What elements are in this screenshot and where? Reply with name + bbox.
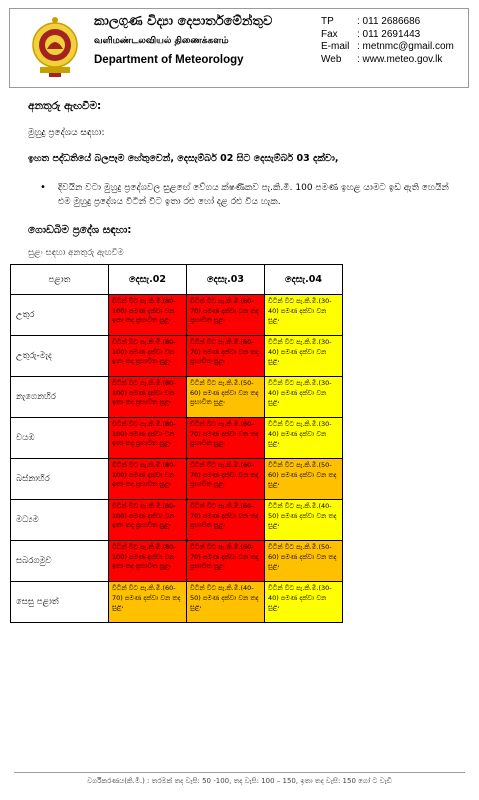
forecast-cell-yellow: විටින් විට පැ.කි.මී.(30-40) පමණ දක්වා වන සුළං (265, 336, 343, 377)
contact-fax (321, 29, 454, 42)
region-cell: වයඹ (11, 418, 109, 459)
forecast-cell-red: විටින් විට පැ.කි.මී.(60-70) පමණ දක්වා වන තද ප්‍රභාවිත සුළං (187, 418, 265, 459)
forecast-cell-orange: විටින් විට පැ.කි.මී.(50-60) පමණ දක්වා වන තද සුළං (265, 541, 343, 582)
letterhead (9, 8, 469, 88)
wind-warning-label: සුළං සඳහා අනතුරු ඇඟවීම (28, 248, 124, 258)
wind-forecast-table (10, 264, 343, 623)
region-cell: නැගෙනහිර (11, 377, 109, 418)
footer-divider (14, 772, 465, 773)
forecast-cell-red: විටින් විට පැ.කි.මී.(80-100) පමණ දක්වා වන ඉතා තද ප්‍රභාවිත සුළං (109, 541, 187, 582)
table-row (11, 418, 343, 459)
region-cell: සෙසු පළාත් (11, 582, 109, 623)
forecast-cell-red: විටින් විට පැ.කි.මී.(60-70) පමණ දක්වා වන තද ප්‍රභාවිත සුළං (187, 459, 265, 500)
forecast-cell-red: විටින් විට පැ.කි.මී.(60-70) පමණ දක්වා වන තද ප්‍රභාවිත සුළං (187, 336, 265, 377)
table-row (11, 336, 343, 377)
title-tamil: வளிமண்டலவியல் திணைக்களம் (94, 36, 229, 46)
column-header-date: දෙසැ.04 (265, 265, 343, 295)
validity-period: ඉහත පද්ධතියේ බලපෑම හේතුවෙන්, දෙසැම්බර් 02 සිට දෙසැම්බර් 03 දක්වා, (28, 153, 339, 164)
region-cell: මධ්‍යම (11, 500, 109, 541)
region-cell: උතුර (11, 295, 109, 336)
national-emblem-icon (32, 15, 78, 81)
forecast-cell-orange: විටින් විට පැ.කි.මී.(50-60) පමණ දක්වා වන තද ප්‍රභාවිත සුළං (187, 377, 265, 418)
forecast-cell-yellow: විටින් විට පැ.කි.මී.(30-40) පමණ දක්වා වන සුළං (265, 377, 343, 418)
column-header-date: දෙසැ.03 (187, 265, 265, 295)
forecast-cell-red: විටින් විට පැ.කි.මී.(80-100) පමණ දක්වා වන ඉතා තද ප්‍රභාවිත සුළං (109, 500, 187, 541)
forecast-cell-yellow: විටින් විට පැ.කි.මී.(30-40) පමණ දක්වා වන සුළං (265, 418, 343, 459)
forecast-cell-yellow: විටින් විට පැ.කි.මී.(30-40) පමණ දක්වා වන සුළං (265, 295, 343, 336)
contact-label: TP (321, 16, 334, 27)
forecast-cell-orange: විටින් විට පැ.කි.මී.(50-60) පමණ දක්වා වන තද සුළං (265, 459, 343, 500)
contact-value: : metnmc@gmail.com (357, 41, 454, 52)
forecast-cell-red: විටින් විට පැ.කි.මී.(80-100) පමණ දක්වා වන ඉතා තද ප්‍රභාවිත සුළං (109, 336, 187, 377)
forecast-cell-red: විටින් විට පැ.කි.මී.(60-70) පමණ දක්වා වන තද ප්‍රභාවිත සුළං (187, 295, 265, 336)
department-titles (94, 13, 304, 69)
warning-heading: අනතුරු ඇඟවීම: (28, 100, 102, 112)
contact-label: E-mail (321, 41, 350, 52)
table-row (11, 459, 343, 500)
forecast-cell-red: විටින් විට පැ.කි.මී.(80-100) පමණ දක්වා වන ඉතා තද ප්‍රභාවිත සුළං (109, 377, 187, 418)
forecast-cell-red: විටින් විට පැ.කි.මී.(80-100) පමණ දක්වා වන ඉතා තද ප්‍රභාවිත සුළං (109, 418, 187, 459)
footer-note: වර්ගීකරණය(කි.මී.) : තරමක් තද වැසි: 50 -100, තද වැසි: 100 – 150, ඉතා තද වැසි: 150 ගෝ ට වැඩි (87, 777, 392, 785)
table-row (11, 582, 343, 623)
column-header-region: පළාත (11, 265, 109, 295)
warning-body (28, 99, 458, 259)
region-cell: බස්නාහිර (11, 459, 109, 500)
table-body (11, 295, 343, 623)
forecast-cell-yellow: විටින් විට පැ.කි.මී.(40-50) පමණ දක්වා වන තද සුළං (265, 500, 343, 541)
sea-warning-text: දිවයින වටා මුහුදු ප්‍රදේශවල සුළඟේ වේගය ක්ෂණිකව පැ.කි.මී. 100 පමණ ඉහළ යාමට ඉඩ ඇති හෙයින් එම මුහුදු ප්‍රදේශය විටින් විට ඉතා රළු හෝ දළ රළු විය හැක. (58, 183, 449, 207)
forecast-cell-red: විටින් විට පැ.කි.මී.(80-100) පමණ දක්වා වන ඉතා තද ප්‍රභාවිත සුළං (109, 295, 187, 336)
contact-value: : www.meteo.gov.lk (357, 53, 443, 65)
contact-email (321, 41, 454, 54)
title-sinhala: කාලගුණ විද්‍යා දෙපාර්තමේන්තුව (94, 14, 273, 29)
region-cell: උතුරු-මැද (11, 336, 109, 377)
bullet-icon: • (40, 182, 46, 193)
table-row (11, 377, 343, 418)
land-area-heading: ගොඩබිම ප්‍රදේශ සඳහා: (28, 224, 132, 236)
contact-web (321, 54, 454, 67)
forecast-cell-yellow: විටින් විට පැ.කි.මී.(30-40) පමණ දක්වා වන සුළං (265, 582, 343, 623)
contact-block (321, 16, 454, 66)
forecast-cell-orange: විටින් විට පැ.කි.මී.(40-50) පමණ දක්වා වන තද සුළං (187, 582, 265, 623)
forecast-cell-red: විටින් විට පැ.කි.මී.(80-100) පමණ දක්වා වන ඉතා තද ප්‍රභාවිත සුළං (109, 459, 187, 500)
sea-area-label: මුහුදු ප්‍රදේශය සඳහා: (28, 128, 105, 138)
table-row (11, 295, 343, 336)
table-row (11, 541, 343, 582)
contact-label: Fax (321, 28, 338, 40)
table-header-row (11, 265, 343, 295)
forecast-cell-orange: විටින් විට පැ.කි.මී.(60-70) පමණ දක්වා වන තද සුළං (109, 582, 187, 623)
forecast-cell-red: විටින් විට පැ.කි.මී.(60-70) පමණ දක්වා වන තද ප්‍රභාවිත සුළං (187, 500, 265, 541)
contact-value: : 011 2691443 (357, 28, 421, 40)
contact-value: : 011 2686686 (357, 16, 421, 27)
contact-phone (321, 16, 454, 29)
title-english: Department of Meteorology (94, 54, 244, 66)
contact-label: Web (321, 53, 342, 65)
sea-warning-bullet (28, 181, 458, 209)
forecast-cell-red: විටින් විට පැ.කි.මී.(60-70) පමණ දක්වා වන තද ප්‍රභාවිත සුළං (187, 541, 265, 582)
region-cell: සබරගමුව (11, 541, 109, 582)
column-header-date: දෙසැ.02 (109, 265, 187, 295)
table-row (11, 500, 343, 541)
